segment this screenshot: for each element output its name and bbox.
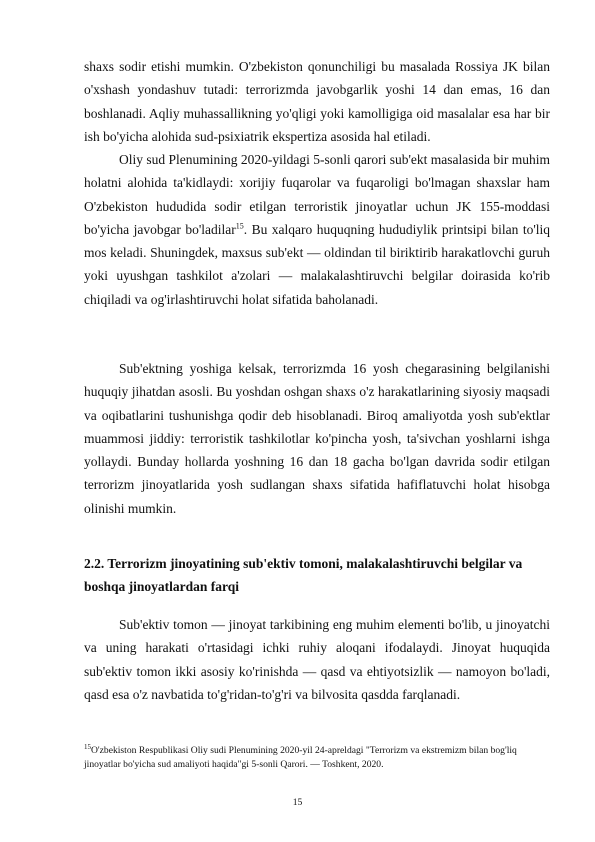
paragraph-2-text-b: . Bu xalqaro huquqning hududiylik printsipi bilan to'liq mos keladi. Shuningdek, maxsus sub'ekt — oldindan til biriktirib harakatlovchi guruh yoki uyushgan tashkilot a'zolari — malakalashtiruvchi belgilar doirasida ko'rib chiqiladi va og'irlashtiruvchi holat sifatida baholanadi.	[84, 221, 550, 307]
paragraph-2	[84, 148, 550, 311]
page-number: 15	[292, 797, 303, 808]
paragraph-1: shaxs sodir etishi mumkin. O'zbekiston qonunchiligi bu masalada Rossiya JK bilan o'xshash yondashuv tutadi: terrorizmda javobgarlik yoshi 14 dan emas, 16 dan boshlanadi. Aqliy muhassallikning yo'qligi yoki kamolligiga oid masalalar esa har bir ish bo'yicha alohida sud-psixiatrik ekspertiza asosida hal etiladi.	[84, 59, 550, 144]
footnote	[84, 744, 554, 772]
paragraph-3: Sub'ektning yoshiga kelsak, terrorizmda 16 yosh chegarasining belgilanishi huquqiy jihatdan asosli. Bu yoshdan oshgan shaxs o'z harakatlarining siyosiy maqsadi va oqibatlarini tushunishga qodir deb hisoblanadi. Biroq amaliyotda yosh sub'ektlar muammosi jiddiy: terroristik tashkilotlar ko'pincha yosh, ta'sivchan yoshlarni ishga yollaydi. Bunday hollarda yoshning 16 dan 18 gacha bo'lgan davrida sodir etilgan terrorizm jinoyatlarida yosh sudlangan shaxs sifatida hafiflatuvchi holat hisobga olinishi mumkin.	[84, 361, 550, 516]
footnote-number: 15	[84, 742, 91, 751]
paragraph-4: Sub'ektiv tomon — jinoyat tarkibining eng muhim elementi bo'lib, u jinoyatchi va uning harakati o'rtasidagi ichki ruhiy aloqani ifodalaydi. Jinoyat huquqida sub'ektiv tomon ikki asosiy ko'rinishda — qasd va ehtiyotsizlik — namoyon bo'ladi, qasd esa o'z navbatida to'g'ridan-to'g'ri va bilvosita qasdda farqlanadi.	[84, 617, 550, 702]
section-heading: 2.2. Terrorizm jinoyatining sub'ektiv tomoni, malakalashtiruvchi belgilar va boshqa jinoyatlardan farqi	[84, 556, 523, 595]
footnote-text: O'zbekiston Respublikasi Oliy sudi Plenumining 2020-yil 24-apreldagi "Terrorizm va ekstremizm bilan bog'liq jinoyatlar bo'yicha sud amaliyoti haqida"gi 5-sonli Qarori. — Toshkent, 2020.	[84, 745, 517, 770]
footnote-reference[interactable]: 15	[235, 221, 244, 231]
paragraph-2-text-a: Oliy sud Plenumining 2020-yildagi 5-sonli qarori sub'ekt masalasida bir muhim holatni alohida ta'kidlaydi: xorijiy fuqarolar va fuqaroligi bo'lmagan shaxslar ham O'zbekiston hududida sodir etilgan terroristik jinoyatlar uchun JK 155-moddasi bo'yicha javobgar bo'ladilar	[84, 152, 551, 237]
